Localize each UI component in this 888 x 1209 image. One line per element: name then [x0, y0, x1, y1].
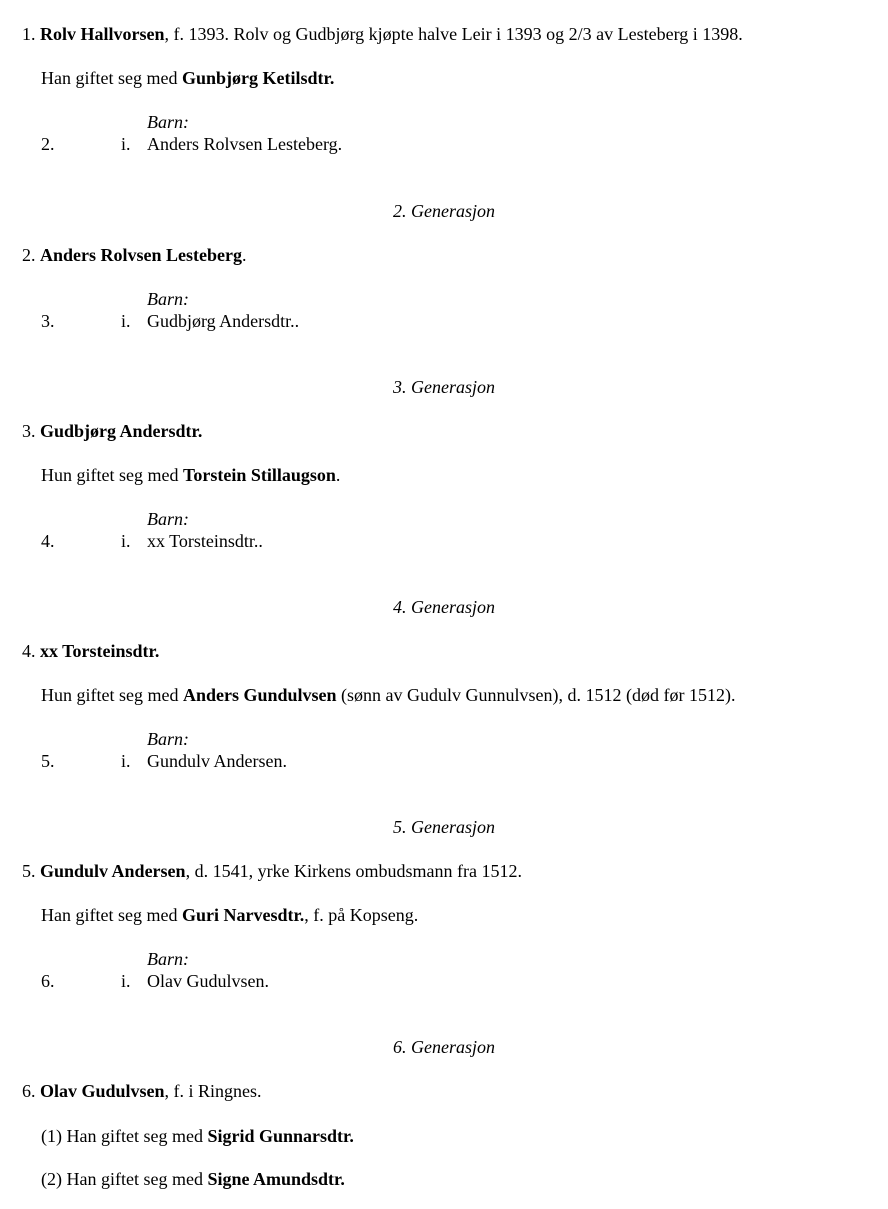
marriage-line	[41, 684, 736, 706]
children-label: Barn:	[147, 949, 189, 969]
children-label: Barn:	[147, 112, 189, 132]
marriage-line	[41, 1125, 354, 1147]
person-name: Olav Gudulvsen	[40, 1081, 165, 1101]
marriage-prefix: Hun giftet seg med	[41, 465, 183, 485]
child-number: 2.	[41, 134, 55, 154]
entry-heading	[22, 1080, 262, 1102]
spouse-name: Torstein Stillaugson	[182, 465, 336, 485]
spouse-name: Guri Narvesdtr.	[181, 905, 305, 925]
entry-number: 5.	[22, 861, 36, 881]
child-roman: i.	[121, 134, 131, 154]
generation-heading: 4. Generasjon	[393, 597, 495, 617]
child-roman: i.	[121, 311, 131, 331]
marriage-prefix: (1) Han giftet seg med	[41, 1126, 208, 1146]
child-name: Gudbjørg Andersdtr..	[147, 311, 300, 331]
entry-heading	[22, 420, 202, 442]
child-name: xx Torsteinsdtr..	[147, 531, 263, 551]
entry-number: 3.	[22, 421, 36, 441]
marriage-prefix: Han giftet seg med	[41, 905, 182, 925]
entry-heading	[22, 244, 246, 266]
spouse-name: Gunbjørg Ketilsdtr.	[181, 68, 335, 88]
marriage-suffix: (sønn av Gudulv Gunnulvsen), d. 1512 (død før 1512).	[336, 685, 736, 705]
marriage-line	[41, 464, 340, 486]
marriage-prefix: Hun giftet seg med	[41, 685, 183, 705]
entry-details: , d. 1541, yrke Kirkens ombudsmann fra 1512.	[185, 861, 523, 881]
child-name: Olav Gudulvsen.	[147, 971, 269, 991]
spouse-name: Anders Gundulvsen	[182, 685, 337, 705]
generation-heading: 3. Generasjon	[393, 377, 495, 397]
generation-heading: 2. Generasjon	[393, 201, 495, 221]
child-roman: i.	[121, 751, 131, 771]
generation-heading: 5. Generasjon	[393, 817, 495, 837]
child-roman: i.	[121, 971, 131, 991]
child-roman: i.	[121, 531, 131, 551]
children-label: Barn:	[147, 509, 189, 529]
child-number: 3.	[41, 311, 55, 331]
entry-heading	[22, 860, 522, 882]
children-label: Barn:	[147, 289, 189, 309]
spouse-name: Sigrid Gunnarsdtr.	[207, 1126, 354, 1146]
entry-number: 4.	[22, 641, 36, 661]
entry-number: 1.	[22, 24, 36, 44]
entry-details: .	[241, 245, 247, 265]
marriage-line	[41, 904, 418, 926]
person-name: Gudbjørg Andersdtr.	[40, 421, 203, 441]
marriage-suffix: .	[335, 465, 341, 485]
generation-heading: 6. Generasjon	[393, 1037, 495, 1057]
entry-heading	[22, 640, 159, 662]
entry-number: 2.	[22, 245, 36, 265]
child-name: Anders Rolvsen Lesteberg.	[147, 134, 343, 154]
marriage-line	[41, 1168, 345, 1190]
child-number: 6.	[41, 971, 55, 991]
child-name: Gundulv Andersen.	[147, 751, 287, 771]
entry-details: , f. i Ringnes.	[164, 1081, 262, 1101]
marriage-prefix: Han giftet seg med	[41, 68, 182, 88]
person-name: xx Torsteinsdtr.	[40, 641, 160, 661]
spouse-name: Signe Amundsdtr.	[207, 1169, 345, 1189]
child-number: 5.	[41, 751, 55, 771]
children-label: Barn:	[147, 729, 189, 749]
marriage-prefix: (2) Han giftet seg med	[41, 1169, 208, 1189]
person-name: Rolv Hallvorsen	[40, 24, 165, 44]
entry-number: 6.	[22, 1081, 36, 1101]
person-name: Anders Rolvsen Lesteberg	[40, 245, 242, 265]
person-name: Gundulv Andersen	[40, 861, 186, 881]
marriage-line	[41, 67, 334, 89]
entry-details: , f. 1393. Rolv og Gudbjørg kjøpte halve Leir i 1393 og 2/3 av Lesteberg i 1398.	[164, 24, 743, 44]
marriage-suffix: , f. på Kopseng.	[304, 905, 419, 925]
child-number: 4.	[41, 531, 55, 551]
entry-heading	[22, 23, 743, 45]
